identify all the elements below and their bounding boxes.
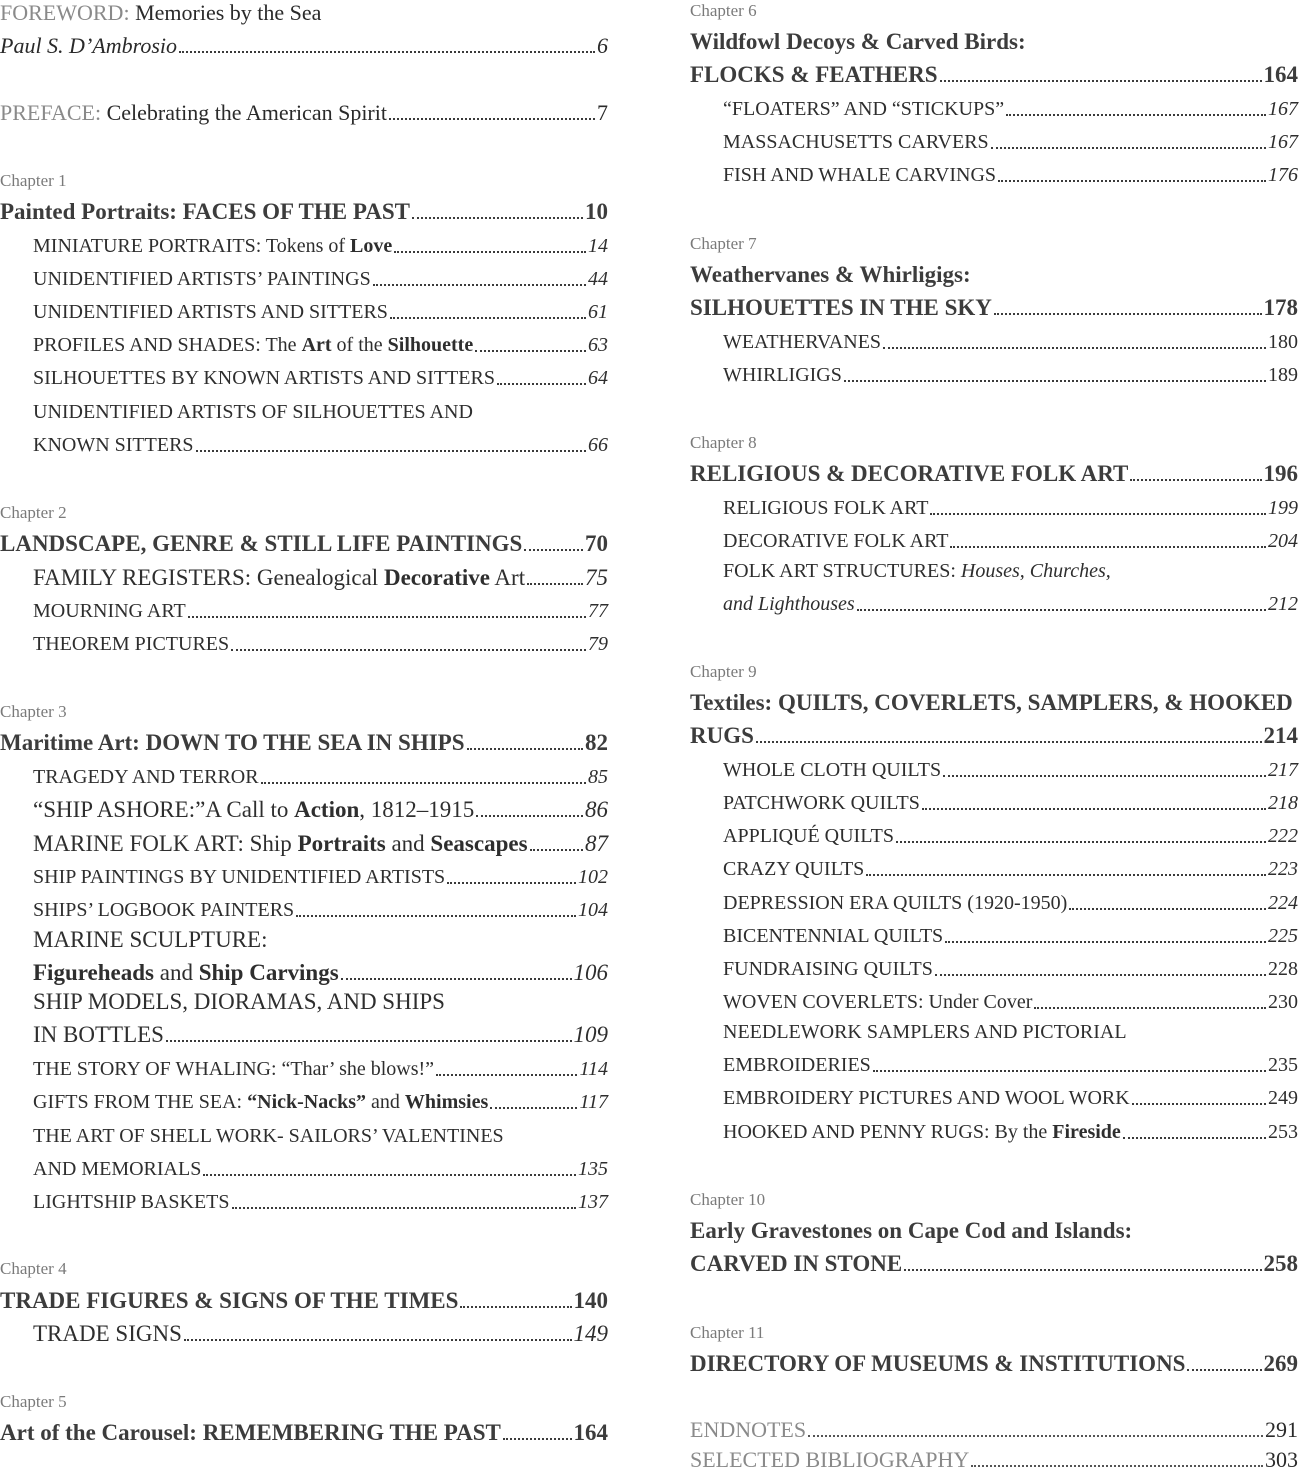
leader-dots: [373, 283, 586, 286]
page-number: 64: [588, 367, 608, 389]
leader-dots: [166, 1039, 572, 1042]
page-number: 7: [597, 100, 608, 125]
bibliography-entry[interactable]: [690, 1443, 1298, 1473]
chapter-title-entry[interactable]: [0, 726, 608, 756]
section-entry[interactable]: [33, 262, 608, 292]
page-number: 225: [1268, 925, 1298, 947]
bibliography-label: SELECTED BIBLIOGRAPHY: [690, 1447, 970, 1472]
page-number: 212: [1268, 593, 1298, 615]
section-title: and: [385, 831, 431, 856]
leader-dots: [998, 179, 1266, 182]
page-number: 223: [1268, 858, 1298, 880]
chapter-title: LANDSCAPE, GENRE & STILL LIFE PAINTINGS: [0, 531, 523, 556]
section-entry[interactable]: [33, 594, 608, 624]
leader-dots: [390, 316, 586, 319]
page-number: 176: [1268, 164, 1298, 186]
section-title-line[interactable]: [33, 395, 608, 425]
chapter-title: SILHOUETTES IN THE SKY: [690, 295, 992, 320]
section-entry[interactable]: [33, 361, 608, 391]
chapter-label: Chapter 3: [0, 702, 67, 721]
page-number: 102: [578, 866, 608, 888]
section-entry[interactable]: [33, 1018, 608, 1048]
section-entry[interactable]: [723, 325, 1298, 355]
foreword-heading: [0, 0, 608, 26]
section-title: AND MEMORIALS: [33, 1158, 202, 1180]
chapter-title-line[interactable]: [690, 258, 1298, 288]
section-entry[interactable]: [723, 886, 1298, 916]
page-number: 230: [1268, 991, 1298, 1013]
section-title: SHIP MODELS, DIORAMAS, AND SHIPS: [33, 989, 445, 1014]
leader-dots: [935, 973, 1266, 976]
section-title: BICENTENNIAL QUILTS: [723, 925, 944, 947]
leader-dots: [808, 1434, 1263, 1437]
section-entry[interactable]: [723, 158, 1298, 188]
chapter-title: Wildfowl Decoys & Carved Birds:: [690, 29, 1026, 54]
section-title: FUNDRAISING QUILTS: [723, 958, 933, 980]
chapter-label: Chapter 1: [0, 171, 67, 190]
section-title: FISH AND WHALE CARVINGS: [723, 164, 997, 186]
chapter-title: Painted Portraits: FACES OF THE PAST: [0, 199, 410, 224]
chapter-title: RELIGIOUS & DECORATIVE FOLK ART: [690, 461, 1129, 486]
section-entry[interactable]: [723, 985, 1298, 1015]
page-number: 291: [1265, 1417, 1298, 1442]
page-number: 253: [1268, 1121, 1298, 1143]
page-number: 109: [573, 1022, 608, 1047]
section-entry[interactable]: [33, 793, 608, 823]
leader-dots: [196, 449, 586, 452]
page-number: 75: [585, 565, 608, 590]
section-title-line[interactable]: [33, 985, 608, 1015]
section-title: MASSACHUSETTS CARVERS: [723, 131, 989, 153]
section-title-bold: Love: [350, 235, 393, 257]
section-title-italic: and Lighthouses: [723, 593, 855, 615]
section-title: EMBROIDERIES: [723, 1054, 871, 1076]
chapter-title: CARVED IN STONE: [690, 1251, 903, 1276]
preface-entry[interactable]: [0, 96, 608, 126]
section-title: MARINE SCULPTURE:: [33, 927, 268, 952]
chapter-label: Chapter 10: [690, 1190, 766, 1209]
section-entry[interactable]: [723, 819, 1298, 849]
page-number: 149: [573, 1321, 608, 1346]
section-title: DECORATIVE FOLK ART: [723, 530, 949, 552]
section-title: MARINE FOLK ART: Ship: [33, 831, 298, 856]
page-number: 303: [1265, 1447, 1298, 1472]
chapter-title-entry[interactable]: [690, 291, 1298, 321]
leader-dots: [231, 648, 586, 651]
section-title: MOURNING ART: [33, 600, 186, 622]
chapter-title-entry[interactable]: [0, 1416, 608, 1446]
page-number: 6: [597, 33, 608, 58]
leader-dots: [1130, 478, 1261, 481]
section-title: GIFTS FROM THE SEA:: [33, 1091, 248, 1113]
page-number: 114: [579, 1058, 608, 1080]
leader-dots: [394, 250, 586, 253]
section-title: UNIDENTIFIED ARTISTS AND SITTERS: [33, 301, 388, 323]
leader-dots: [188, 615, 586, 618]
section-title: KNOWN SITTERS: [33, 434, 194, 456]
section-entry[interactable]: [33, 1085, 608, 1115]
section-title: “SHIP ASHORE:”A Call to: [33, 797, 295, 822]
leader-dots: [503, 1437, 572, 1440]
section-title: WEATHERVANES: [723, 331, 882, 353]
leader-dots: [930, 512, 1266, 515]
chapter-title: Textiles: QUILTS, COVERLETS, SAMPLERS, & HOOKED: [690, 690, 1293, 715]
section-entry[interactable]: [33, 428, 608, 458]
page-number: 178: [1263, 295, 1298, 320]
chapter-title: FLOCKS & FEATHERS: [690, 62, 938, 87]
section-entry[interactable]: [33, 956, 608, 986]
section-entry[interactable]: [723, 1081, 1298, 1111]
leader-dots: [1123, 1136, 1266, 1139]
section-title: TRADE SIGNS: [33, 1321, 182, 1346]
section-entry[interactable]: [33, 1152, 608, 1182]
section-title-bold: Action: [294, 797, 360, 822]
section-title: NEEDLEWORK SAMPLERS AND PICTORIAL: [723, 1021, 1127, 1043]
section-title: RELIGIOUS FOLK ART: [723, 497, 929, 519]
page-number: 167: [1268, 98, 1298, 120]
section-title: CRAZY QUILTS: [723, 858, 865, 880]
section-title: WOVEN COVERLETS: Under Cover: [723, 991, 1033, 1013]
leader-dots: [497, 382, 586, 385]
section-title: FAMILY REGISTERS: Genealogical: [33, 565, 384, 590]
section-title: Art: [489, 565, 526, 590]
foreword-title: Memories by the Sea: [135, 0, 322, 25]
section-entry[interactable]: [723, 491, 1298, 521]
leader-dots: [527, 582, 583, 585]
chapter-title-entry[interactable]: [690, 457, 1298, 487]
section-title: and: [366, 1091, 405, 1113]
leader-dots: [530, 848, 583, 851]
page-number: 140: [573, 1288, 608, 1313]
section-entry[interactable]: [723, 524, 1298, 554]
section-title: EMBROIDERY PICTURES AND WOOL WORK: [723, 1087, 1130, 1109]
page-number: 63: [588, 334, 608, 356]
page-number: 87: [585, 831, 608, 856]
section-entry[interactable]: [723, 852, 1298, 882]
page-number: 249: [1268, 1087, 1298, 1109]
leader-dots: [950, 545, 1266, 548]
section-entry[interactable]: [33, 295, 608, 325]
page-number: 61: [588, 301, 608, 323]
leader-dots: [945, 940, 1266, 943]
leader-dots: [475, 349, 586, 352]
section-entry[interactable]: [723, 919, 1298, 949]
leader-dots: [873, 1069, 1266, 1072]
leader-dots: [261, 781, 586, 784]
leader-dots: [756, 740, 1262, 743]
section-title: TRAGEDY AND TERROR: [33, 766, 259, 788]
section-entry[interactable]: [33, 627, 608, 657]
chapter-label: Chapter 4: [0, 1259, 67, 1278]
leader-dots: [971, 1464, 1263, 1467]
leader-dots: [844, 379, 1266, 382]
section-title-bold: Seascapes: [430, 831, 528, 856]
page-number: 199: [1268, 497, 1298, 519]
section-entry[interactable]: [33, 827, 608, 857]
section-title: SHIPS’ LOGBOOK PAINTERS: [33, 899, 295, 921]
section-title-bold: Whimsies: [404, 1091, 489, 1113]
section-title: PATCHWORK QUILTS: [723, 792, 920, 814]
leader-dots: [940, 79, 1262, 82]
leader-dots: [904, 1268, 1261, 1271]
leader-dots: [1069, 907, 1266, 910]
page-number: 269: [1263, 1351, 1298, 1376]
leader-dots: [883, 346, 1266, 349]
page-number: 44: [588, 268, 608, 290]
preface-title: Celebrating the American Spirit: [106, 100, 387, 125]
leader-dots: [389, 117, 595, 120]
leader-dots: [447, 881, 576, 884]
page-number: 217: [1268, 759, 1298, 781]
section-entry[interactable]: [33, 229, 608, 259]
page-number: 79: [588, 633, 608, 655]
section-title-line[interactable]: [33, 923, 608, 953]
leader-dots: [1006, 113, 1266, 116]
section-entry[interactable]: [723, 587, 1298, 617]
page-number: 164: [573, 1420, 608, 1445]
leader-dots: [467, 747, 583, 750]
section-title-italic: Houses, Churches,: [960, 560, 1111, 582]
page-number: 189: [1268, 364, 1298, 386]
section-entry[interactable]: [723, 1048, 1298, 1078]
page-number: 85: [588, 766, 608, 788]
page-number: 77: [588, 600, 608, 622]
section-title-bold: “Nick-Nacks”: [247, 1091, 367, 1113]
page-number: 106: [573, 960, 608, 985]
chapter-label: Chapter 9: [690, 662, 757, 681]
chapter-title-entry[interactable]: [690, 58, 1298, 88]
section-entry[interactable]: [33, 893, 608, 923]
page-number: 204: [1268, 530, 1298, 552]
chapter-label: Chapter 11: [690, 1323, 765, 1342]
leader-dots: [412, 216, 583, 219]
chapter-title-line[interactable]: [690, 25, 1298, 55]
section-title: “FLOATERS” AND “STICKUPS”: [723, 98, 1005, 120]
page-number: 10: [585, 199, 608, 224]
page-number: 222: [1268, 825, 1298, 847]
leader-dots: [476, 814, 583, 817]
leader-dots: [436, 1073, 577, 1076]
section-title-bold: Art: [301, 334, 332, 356]
section-entry[interactable]: [723, 92, 1298, 122]
page-number: 135: [578, 1158, 608, 1180]
chapter-label: Chapter 6: [690, 1, 757, 20]
leader-dots: [1132, 1102, 1266, 1105]
chapter-title-entry[interactable]: [690, 719, 1298, 749]
section-title: UNIDENTIFIED ARTISTS OF SILHOUETTES AND: [33, 401, 473, 423]
chapter-title-line[interactable]: [690, 686, 1298, 716]
section-entry[interactable]: [723, 952, 1298, 982]
leader-dots: [232, 1206, 577, 1209]
chapter-title: Early Gravestones on Cape Cod and Islands:: [690, 1218, 1133, 1243]
page-number: 224: [1268, 892, 1298, 914]
section-title-line[interactable]: [723, 1015, 1298, 1045]
section-entry[interactable]: [33, 561, 608, 591]
section-title: of the: [331, 334, 388, 356]
page-number: 196: [1263, 461, 1298, 486]
leader-dots: [943, 774, 1266, 777]
section-title: SILHOUETTES BY KNOWN ARTISTS AND SITTERS: [33, 367, 495, 389]
page-number: 218: [1268, 792, 1298, 814]
section-entry[interactable]: [723, 1115, 1298, 1145]
chapter-title: TRADE FIGURES & SIGNS OF THE TIMES: [0, 1288, 459, 1313]
leader-dots: [994, 312, 1262, 315]
leader-dots: [1034, 1006, 1266, 1009]
section-title: THEOREM PICTURES: [33, 633, 230, 655]
page-number: 164: [1263, 62, 1298, 87]
section-title: UNIDENTIFIED ARTISTS’ PAINTINGS: [33, 268, 371, 290]
section-title-bold: Decorative: [383, 565, 490, 590]
leader-dots: [524, 548, 583, 551]
page-number: 82: [585, 730, 608, 755]
section-title: LIGHTSHIP BASKETS: [33, 1191, 230, 1213]
chapter-title: Weathervanes & Whirligigs:: [690, 262, 971, 287]
leader-dots: [179, 50, 595, 53]
page-number: 14: [588, 235, 608, 257]
section-title: , 1812–1915: [359, 797, 475, 822]
leader-dots: [991, 146, 1266, 149]
endnotes-label: ENDNOTES: [690, 1417, 807, 1442]
section-title-bold: Portraits: [297, 831, 386, 856]
section-title-line[interactable]: [33, 1119, 608, 1149]
chapter-title-line[interactable]: [690, 1214, 1298, 1244]
section-title: and: [153, 960, 199, 985]
section-entry[interactable]: [33, 860, 608, 890]
section-title: SHIP PAINTINGS BY UNIDENTIFIED ARTISTS: [33, 866, 446, 888]
page-number: 117: [579, 1091, 608, 1113]
section-title-line[interactable]: [723, 554, 1298, 584]
page-number: 104: [578, 899, 608, 921]
page-number: 70: [585, 531, 608, 556]
chapter-title: DIRECTORY OF MUSEUMS & INSTITUTIONS: [690, 1351, 1186, 1376]
section-entry[interactable]: [33, 328, 608, 358]
leader-dots: [866, 873, 1266, 876]
section-entry[interactable]: [33, 760, 608, 790]
section-title: THE ART OF SHELL WORK- SAILORS’ VALENTINES: [33, 1125, 504, 1147]
section-title: PROFILES AND SHADES: The: [33, 334, 302, 356]
endnotes-entry[interactable]: [690, 1413, 1298, 1443]
section-title: WHIRLIGIGS: [723, 364, 842, 386]
section-title: IN BOTTLES: [33, 1022, 164, 1047]
page-number: 258: [1263, 1251, 1298, 1276]
chapter-label: Chapter 2: [0, 503, 67, 522]
section-entry[interactable]: [723, 786, 1298, 816]
foreword-entry[interactable]: [0, 29, 608, 59]
section-title: HOOKED AND PENNY RUGS: By the: [723, 1121, 1053, 1143]
page-number: 167: [1268, 131, 1298, 153]
chapter-label: Chapter 7: [690, 234, 757, 253]
page-number: 235: [1268, 1054, 1298, 1076]
section-title: MINIATURE PORTRAITS: Tokens of: [33, 235, 351, 257]
page-number: 137: [578, 1191, 608, 1213]
chapter-title-entry[interactable]: [690, 1347, 1298, 1377]
chapter-title-entry[interactable]: [0, 195, 608, 225]
section-title: WHOLE CLOTH QUILTS: [723, 759, 942, 781]
page-number: 228: [1268, 958, 1298, 980]
section-title-bold: Fireside: [1052, 1121, 1121, 1143]
foreword-label: FOREWORD:: [0, 0, 130, 25]
chapter-title-entry[interactable]: [0, 1284, 608, 1314]
section-title-bold: Figureheads: [33, 960, 154, 985]
section-entry[interactable]: [33, 1317, 608, 1347]
section-entry[interactable]: [33, 1052, 608, 1082]
section-title: THE STORY OF WHALING: “Thar’ she blows!”: [33, 1058, 435, 1080]
section-entry[interactable]: [723, 753, 1298, 783]
foreword-author: Paul S. D’Ambrosio: [0, 33, 178, 58]
leader-dots: [857, 608, 1266, 611]
chapter-title-entry[interactable]: [690, 1247, 1298, 1277]
section-title: APPLIQUÉ QUILTS: [723, 825, 894, 847]
leader-dots: [460, 1305, 571, 1308]
leader-dots: [184, 1338, 572, 1341]
chapter-label: Chapter 8: [690, 433, 757, 452]
leader-dots: [341, 977, 572, 980]
chapter-title: Art of the Carousel: REMEMBERING THE PAST: [0, 1420, 501, 1445]
leader-dots: [896, 840, 1266, 843]
page-number: 66: [588, 434, 608, 456]
leader-dots: [296, 914, 576, 917]
chapter-label: Chapter 5: [0, 1392, 67, 1411]
section-title: FOLK ART STRUCTURES:: [723, 560, 961, 582]
page-number: 214: [1263, 723, 1298, 748]
section-entry[interactable]: [723, 125, 1298, 155]
page-number: 86: [585, 797, 608, 822]
section-entry[interactable]: [723, 358, 1298, 388]
section-title: DEPRESSION ERA QUILTS (1920-1950): [723, 892, 1068, 914]
leader-dots: [1187, 1368, 1261, 1371]
chapter-title: RUGS: [690, 723, 754, 748]
section-entry[interactable]: [33, 1185, 608, 1215]
page-number: 180: [1268, 331, 1298, 353]
leader-dots: [922, 807, 1266, 810]
section-title-bold: Silhouette: [387, 334, 474, 356]
chapter-title: Maritime Art: DOWN TO THE SEA IN SHIPS: [0, 730, 465, 755]
section-title-bold: Ship Carvings: [198, 960, 339, 985]
leader-dots: [203, 1173, 576, 1176]
chapter-title-entry[interactable]: [0, 527, 608, 557]
leader-dots: [490, 1106, 577, 1109]
preface-label: PREFACE:: [0, 100, 102, 125]
